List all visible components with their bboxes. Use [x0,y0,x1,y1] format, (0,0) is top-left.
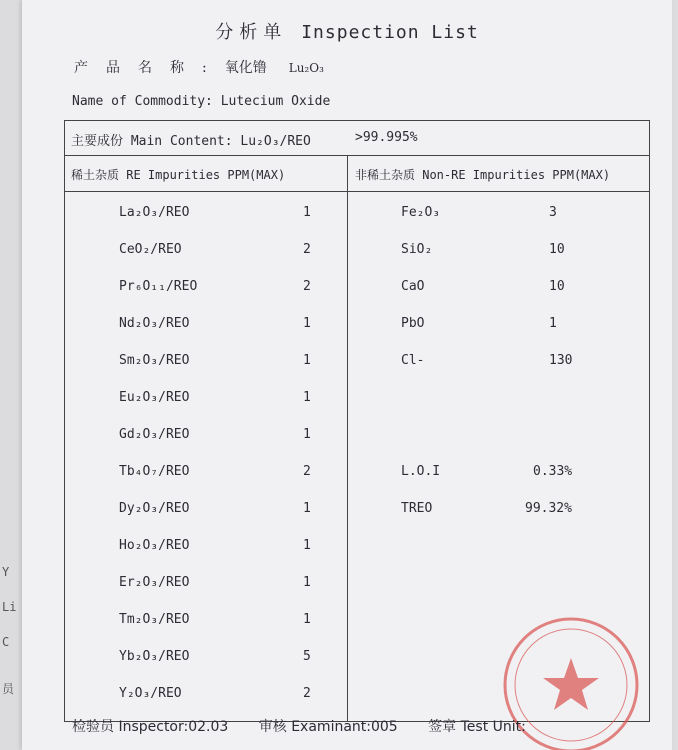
non-re-impurity-name: CaO [401,279,425,294]
re-impurity-name: Ho₂O₃/REO [119,538,190,553]
re-impurity-value: 2 [303,279,311,294]
non-re-impurity-value: 10 [549,279,565,294]
re-impurity-value: 1 [303,612,311,627]
re-impurity-value: 5 [303,649,311,664]
re-impurity-value: 1 [303,316,311,331]
re-impurity-value: 1 [303,205,311,220]
main-content-row [65,121,649,156]
inspector-field: 检验员 Inspector:02.03 [72,719,229,735]
re-impurity-name: Tb₄O₇/REO [119,464,190,479]
treo-value: 99.32% [525,501,572,516]
test-unit-field: 签章 Test Unit: [428,719,526,735]
loi-value: 0.33% [533,464,573,479]
title-zh: 分析单 [215,22,288,43]
document-title [22,18,672,44]
title-en: Inspection List [301,22,479,43]
loi-label: L.O.I [401,464,441,479]
product-name-line [74,57,324,77]
non-re-impurity-name: Fe₂O₃ [401,205,441,220]
product-name: 氧化镥 [224,60,267,76]
re-impurity-name: Dy₂O₃/REO [119,501,190,516]
product-label: 产品名称: [74,60,225,76]
re-impurity-value: 1 [303,538,311,553]
non-re-impurity-value: 3 [549,205,557,220]
non-re-impurity-name: SiO₂ [401,242,433,257]
signature-footer [72,716,552,736]
seal-star-icon [543,658,599,710]
examinant-field: 审核 Examinant:005 [258,719,398,735]
re-impurity-name: Sm₂O₃/REO [119,353,190,368]
re-impurity-value: 2 [303,686,311,701]
inspection-sheet [22,0,672,750]
re-impurity-value: 1 [303,575,311,590]
re-impurity-value: 1 [303,390,311,405]
non-re-impurity-value: 130 [549,353,573,368]
page-edge-mark: 员 [2,682,15,696]
commodity-line: Name of Commodity: Lutecium Oxide [72,94,331,109]
re-impurity-name: Gd₂O₃/REO [119,427,190,442]
re-impurity-value: 2 [303,242,311,257]
re-impurity-name: CeO₂/REO [119,242,182,257]
re-impurity-name: La₂O₃/REO [119,205,190,220]
re-impurity-name: Y₂O₃/REO [119,686,182,701]
main-content-label: 主要成份 Main Content: Lu₂O₃/REO [71,134,311,149]
re-impurity-value: 1 [303,501,311,516]
table-header-row [65,155,649,192]
product-formula: Lu₂O₃ [288,61,324,75]
re-impurity-value: 2 [303,464,311,479]
non-re-impurity-value: 1 [549,316,557,331]
re-impurity-name: Eu₂O₃/REO [119,390,190,405]
page-edge-mark: Li [2,600,17,614]
re-impurity-value: 1 [303,427,311,442]
re-impurity-value: 1 [303,353,311,368]
page-edge-mark: C [2,635,10,649]
non-re-impurity-name: Cl- [401,353,425,368]
re-impurities-header: 稀土杂质 RE Impurities PPM(MAX) [71,168,286,182]
re-impurity-name: Tm₂O₃/REO [119,612,190,627]
re-impurity-name: Pr₆O₁₁/REO [119,279,198,294]
treo-label: TREO [401,501,433,516]
column-divider [347,155,348,721]
non-re-impurity-value: 10 [549,242,565,257]
non-re-impurity-name: PbO [401,316,425,331]
re-impurity-name: Nd₂O₃/REO [119,316,190,331]
non-re-impurities-header: 非稀土杂质 Non-RE Impurities PPM(MAX) [355,168,611,182]
main-content-value: >99.995% [355,130,418,145]
re-impurity-name: Er₂O₃/REO [119,575,190,590]
re-impurity-name: Yb₂O₃/REO [119,649,190,664]
page-edge-mark: Y [2,565,10,579]
